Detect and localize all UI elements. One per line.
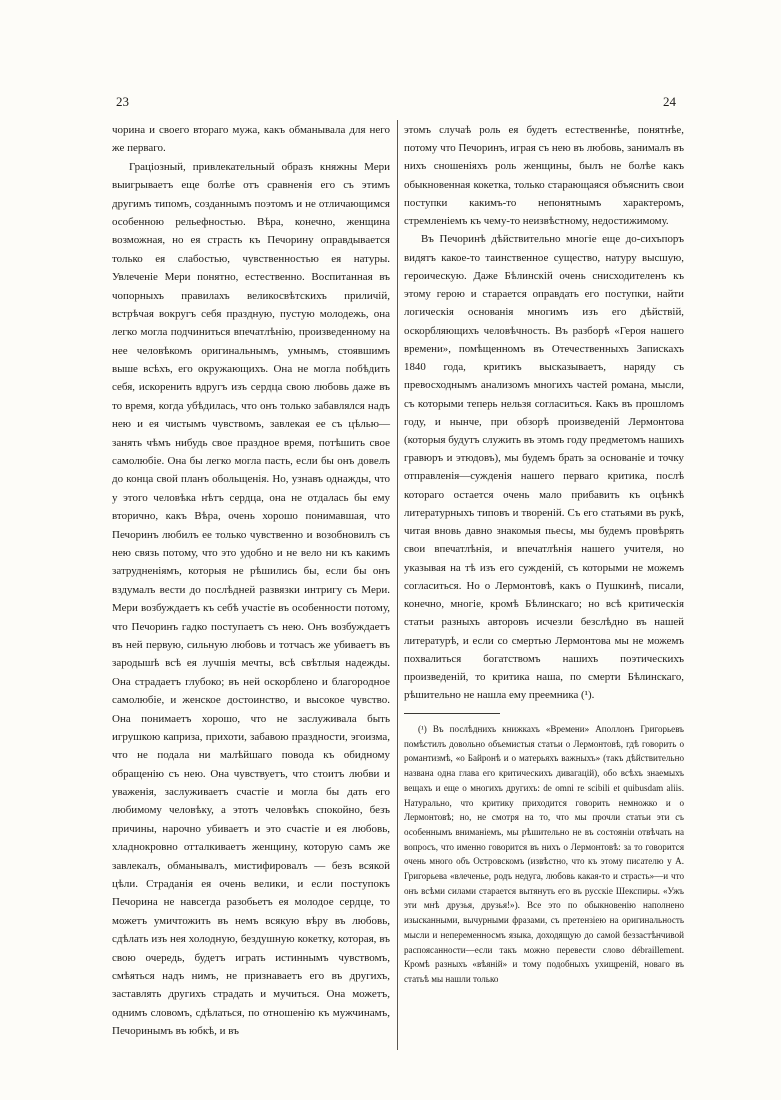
left-column: [112, 121, 390, 1041]
paragraph: Граціозный, привлекательный образъ княжны Мери выигрываетъ еще болѣе отъ сравненія его съ этимъ другимъ типомъ, созданнымъ поэтомъ и не отличающимся особенною рельефностью. Вѣра, конечно, женщина возможная, но ея страсть къ Печорину оправдывается только ея слабостью, чувственностью ея натуры. Увлеченіе Мери понятно, естественно. Воспитанная въ чопорныхъ правилахъ великосвѣтскихъ приличій, встрѣчая вокругъ себя праздную, пустую молодежь, она легко могла подчиниться впечатлѣнію, произведенному на нее человѣкомъ оригинальнымъ, умнымъ, стоявшимъ выше всѣхъ, его окружающихъ. Она не могла побѣдить себя, искоренить вдругъ изъ сердца свою любовь даже въ то время, когда убѣдилась, что онъ только забавлялся надъ нею и ея чистымъ чувствомъ, завлекая ее съ цѣлью—занять чѣмъ нибудь свое праздное время, потѣшить свое самолюбіе. Она бы легко могла пасть, если бы онъ довелъ до конца свой планъ обольщенія. Но, узнавъ однажды, что у этого человѣка нѣтъ сердца, она не отдалась бы ему вторично, какъ Вѣра, очень хорошо понимавшая, что Печоринъ любилъ ее только чувственно и возобновилъ съ нею связь потому, что это удобно и не вело ни къ какимъ затрудненіямъ, которыя не рѣшились бы, если бы онъ вздумалъ вести до послѣдней развязки интригу съ Мери. Мери возбуждаетъ къ себѣ участіе въ особенности потому, что Печоринъ гадко поступаетъ съ нею. Онъ возбуждаетъ въ ней первую, сильную любовь и тотчасъ же убиваетъ въ зародышѣ всѣ ея лучшія мечты, всѣ свѣтлыя надежды. Она страдаетъ глубоко; въ ней оскорблено и благородное самолюбіе, и женское достоинство, и высокое чувство. Она понимаетъ хорошо, что не заслуживала быть игрушкою каприза, прихоти, забавою праздности, эгоизма, что не подала ни малѣйшаго повода къ обидному обращенію съ нею. Она чувствуетъ, что стоитъ любви и уваженія, заслуживаетъ счастіе и могла бы дать его любимому человѣку, а этотъ человѣкъ спокойно, безъ причины, нарочно убиваетъ и это счастіе и ея любовь, хладнокровно отталкиваетъ женщину, которую самъ же завлекалъ, обманывалъ, мистифировалъ — безъ всякой цѣли. Страданія ея очень велики, и если поступокъ Печорина не навсегда разобьетъ ея молодое сердце, то можетъ умичтожить въ немъ всякую вѣру въ любовь, сдѣлать изъ нея холодную, бездушную кокетку, которая, въ свою очередь, будетъ играть истиннымъ чувствомъ, смѣяться надъ нимъ, не признаваетъ его въ другихъ, заставлять другихъ страдать и мучиться. Она можетъ, однимъ словомъ, сдѣлаться, по отношенію къ мужчинамъ, Печоринымъ въ юбкѣ, и въ: [112, 160, 390, 1038]
footnote-text: (¹) Въ послѣднихъ книжкахъ «Времени» Аполлонъ Григорьевъ помѣстилъ довольно объемистыя статьи о Лермонтовѣ, гдѣ говорить о романтизмѣ, «о Байронѣ и о матерьяхъ важныхъ» (такъ дѣйствительно названа одна глава его критическихъ дивагацій), обо всѣхъ знаемыхъ вещахъ и еще о многихъ другихъ: de omni re scibili et quibusdam aliis. Натурально, что критику приходится говорить немножко и о Лермонтовѣ; но, не смотря на то, что мы прочли статьи эти съ особеннымъ вниманіемъ, мы рѣшительно не въ состояніи отвѣчать на вопросъ, что именно говорится въ нихъ о Лермонтовѣ: за то говорится очень много объ Островскомъ (извѣстно, что къ этому писателю у А. Григорьева «влеченье, родъ недуга, любовь какая-то и страсть»—и что онъ всѣми силами старается вытянуть его въ русскіе Шекспиры. «Ужъ эти мнѣ друзья, друзья!»). Все это по обыкновенію наполнено изысканными, вычурными фразами, съ претензіею на оригинальность мысли и непеременносмъ языка, доходящую до самой беззастѣнчивой распоясанности—если такъ можно перевести слово débraillement. Кромѣ разныхъ «вѣяній» и тому подобныхъ ухищреній, новаго въ статьѣ мы нашли только: [404, 724, 684, 984]
footnote-rule: [404, 713, 500, 714]
paragraph: чорина и своего втораго мужа, какъ обманывала для него же перваго.: [112, 124, 390, 155]
right-column: [404, 121, 684, 705]
page-number-left: 23: [116, 94, 129, 109]
paragraph: этомъ случаѣ роль ея будетъ естественнѣе, понятнѣе, потому что Печоринъ, играя съ нею въ любовь, занималъ въ нихъ сношеніяхъ роль женщины, былъ не болѣе какъ обыкновенная кокетка, только старающаяся объяснить свои поступки какимъ-то непонятнымъ характеромъ, стремленіемъ къ чему-то неизвѣстному, недостижимому.: [404, 124, 684, 228]
page-number-right: 24: [663, 94, 676, 109]
paragraph: Въ Печоринѣ дѣйствительно многіе еще до-сихъпоръ видятъ какое-то таинственное существо, натуру высшую, героическую. Даже Бѣлинскій очень снисходителенъ къ этому герою и старается оправдать его поступки, найти логическія основанія многимъ изъ его дѣйствій, оскорбляющихъ человѣчность. Въ разборѣ «Героя нашего времени», помѣщенномъ въ Отечественныхъ Запискахъ 1840 года, критикъ высказываетъ, наряду съ превосходнымъ анализомъ многихъ частей романа, мысли, съ которыми теперь нельзя согласиться. Какъ въ прошломъ году, и нынче, при обзорѣ произведеній Лермонтова (которыя будутъ служить въ этомъ году предметомъ нашихъ гравюръ и этюдовъ), мы будемъ брать за основаніе и точку отправленія—сужденія нашего перваго критика, послѣ котораго остается очень мало прибавить къ оцѣнкѣ литературныхъ типовъ и твореній. Съ его статьями въ рукѣ, читая вновь давно знакомыя пьесы, мы будемъ провѣрять свои впечатлѣнія, и впечатлѣнія нашего учителя, но указывая на тѣ изъ его сужденій, съ которыми не можемъ согласиться. Но о Лермонтовѣ, какъ о Пушкинѣ, писали, конечно, многіе, кромѣ Бѣлинскаго; но всѣ критическія статьи разныхъ авторовъ исчезли безслѣдно въ нашей литературѣ, и если со смертью Лермонтова мы не можемъ похвалиться богатствомъ нашихъ поэтическихъ произведеній, то критика наша, по смерти Бѣлинскаго, рѣшительно не нашла ему преемника (¹).: [404, 233, 684, 702]
footnote: [404, 722, 684, 987]
column-divider: [397, 120, 398, 1050]
